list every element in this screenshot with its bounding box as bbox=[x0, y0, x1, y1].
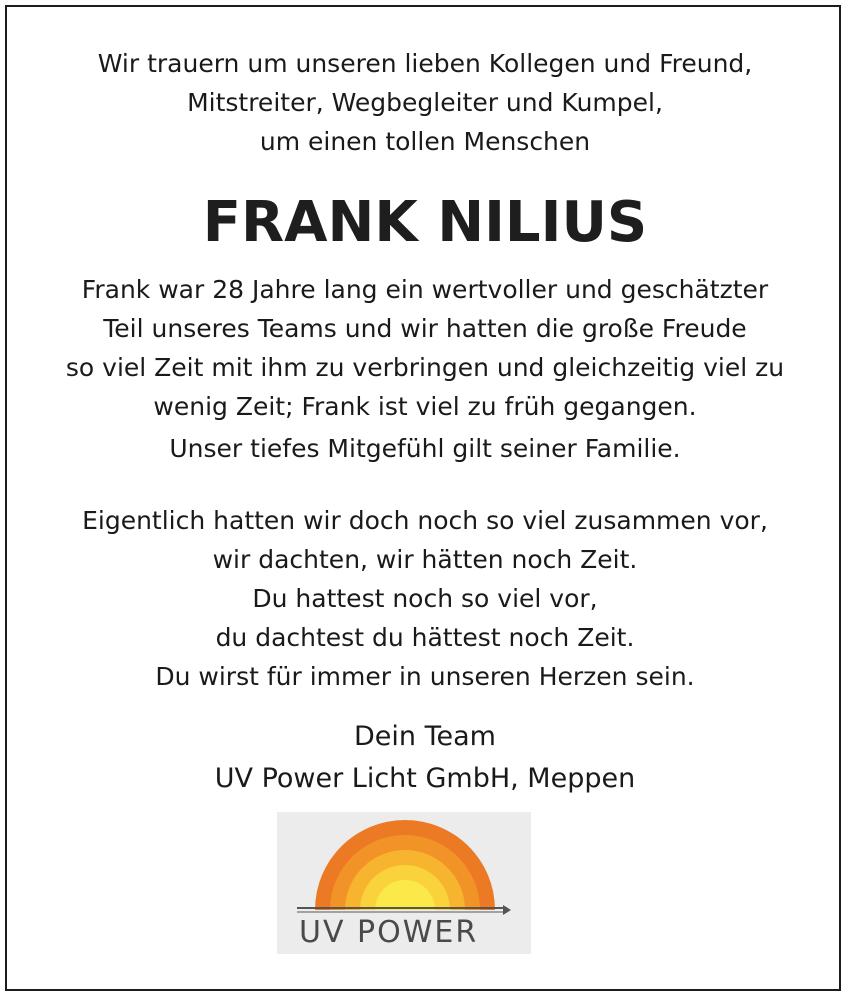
closing-text bbox=[0, 657, 850, 696]
verse-line-2: wir dachten, wir hätten noch Zeit. bbox=[212, 545, 638, 574]
tribute-line-2: Teil unseres Teams und wir hatten die große Freude bbox=[103, 314, 747, 343]
closing-line: Du wirst für immer in unseren Herzen sein. bbox=[155, 662, 695, 691]
intro-line-2: Mitstreiter, Wegbegleiter und Kumpel, bbox=[187, 88, 663, 117]
verse-line-1: Eigentlich hatten wir doch noch so viel zusammen vor, bbox=[82, 506, 768, 535]
verse-line-4: du dachtest du hättest noch Zeit. bbox=[215, 623, 635, 652]
intro-text bbox=[0, 44, 850, 161]
intro-line-3: um einen tollen Menschen bbox=[259, 127, 591, 156]
company-logo bbox=[277, 812, 531, 954]
condolence-text bbox=[0, 429, 850, 468]
intro-line-1: Wir trauern um unseren lieben Kollegen und Freund, bbox=[97, 49, 753, 78]
logo-wordmark: UV POWER bbox=[299, 915, 479, 950]
deceased-name: FRANK NILIUS bbox=[202, 190, 648, 255]
tribute-line-1: Frank war 28 Jahre lang ein wertvoller und geschätzter bbox=[81, 275, 769, 304]
tribute-line-4: wenig Zeit; Frank ist viel zu früh gegangen. bbox=[153, 392, 697, 421]
tribute-line-3: so viel Zeit mit ihm zu verbringen und gleichzeitig viel zu bbox=[65, 353, 785, 382]
signature-line-2: UV Power Licht GmbH, Meppen bbox=[214, 763, 636, 794]
tribute-paragraph bbox=[0, 270, 850, 426]
verse-paragraph bbox=[0, 501, 850, 657]
signature-line-1: Dein Team bbox=[354, 721, 496, 752]
condolence-line: Unser tiefes Mitgefühl gilt seiner Familie. bbox=[169, 434, 681, 463]
verse-line-3: Du hattest noch so viel vor, bbox=[252, 584, 598, 613]
signature bbox=[0, 716, 850, 800]
